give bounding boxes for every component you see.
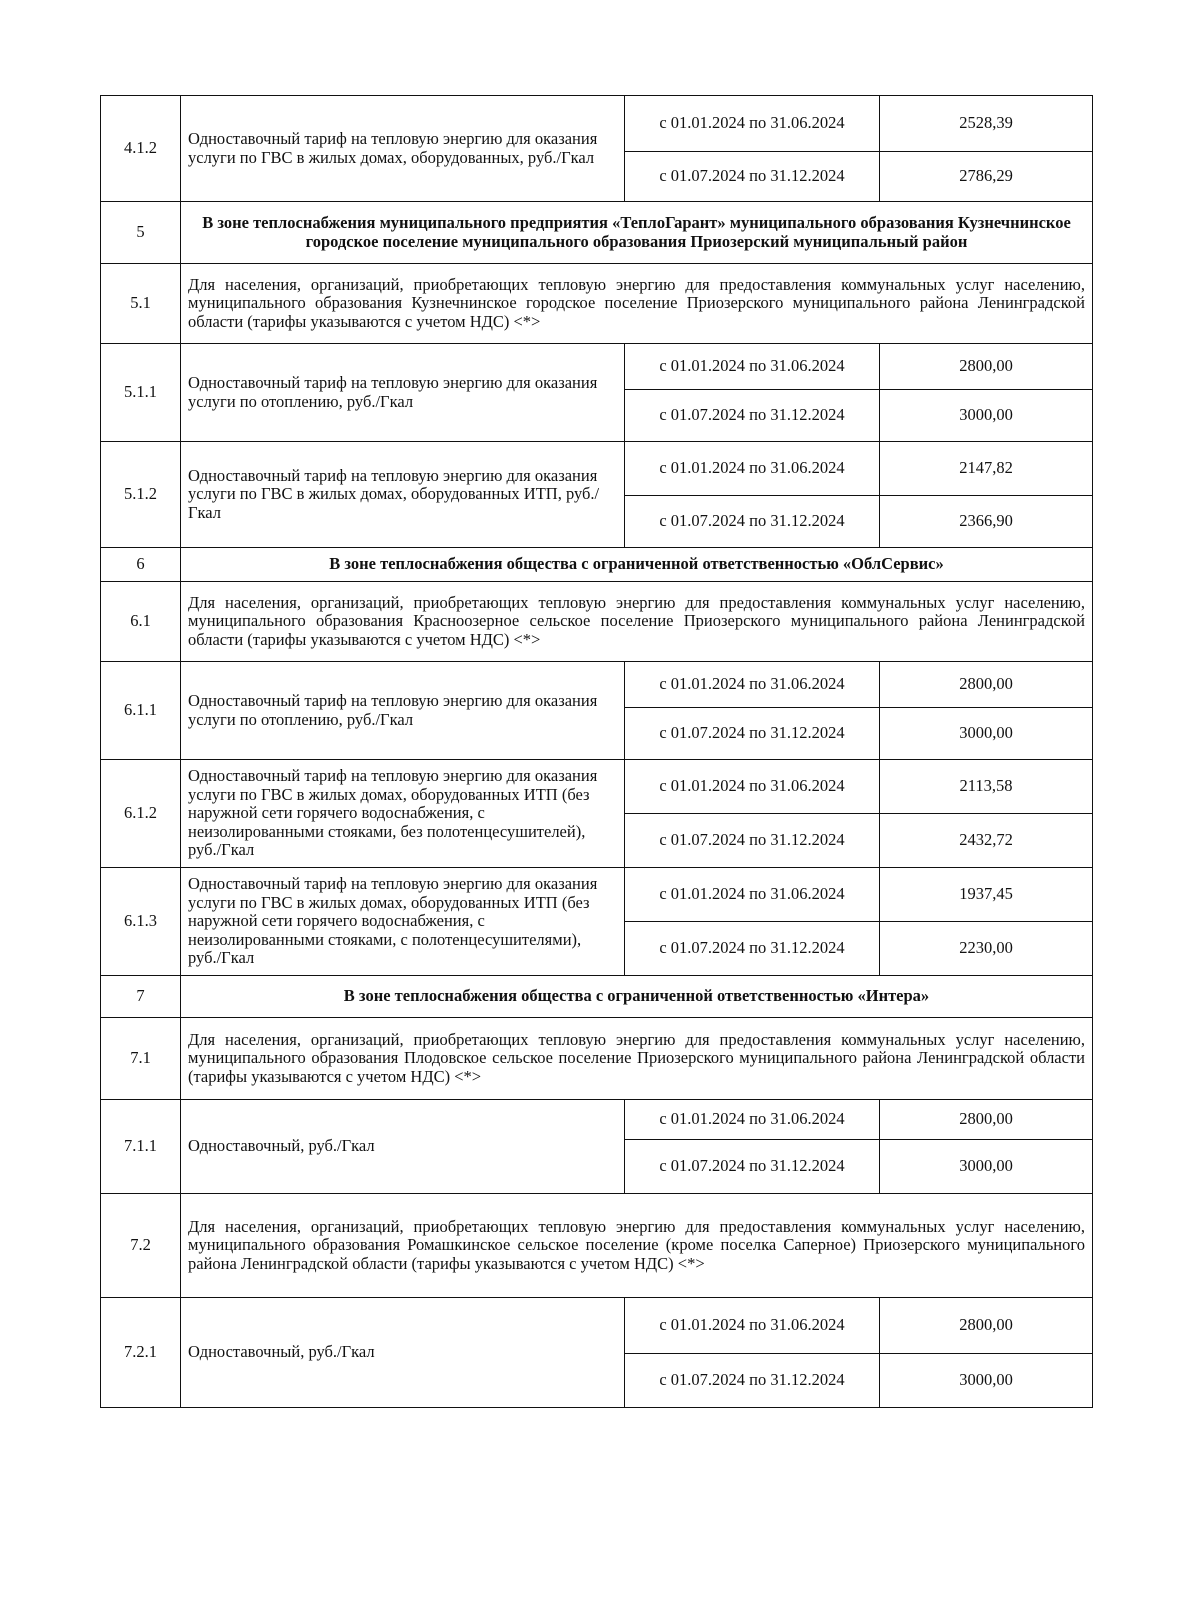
note-row	[101, 582, 1093, 662]
note-row	[101, 264, 1093, 344]
row-number: 7.1.1	[101, 1100, 181, 1194]
period-cell: с 01.07.2024 по 31.12.2024	[625, 1140, 880, 1194]
table-row	[101, 868, 1093, 922]
row-number: 7.1	[101, 1018, 181, 1100]
row-number: 7	[101, 976, 181, 1018]
row-number: 5.1.2	[101, 442, 181, 548]
row-number: 6.1.2	[101, 760, 181, 868]
tariff-value: 2800,00	[880, 662, 1093, 708]
row-description: Одноставочный тариф на тепловую энергию для оказания услуги по ГВС в жилых домах, оборудованных ИТП (без наружной сети горячего водоснабжения, с неизолированными стояками, без полотенцесушителей), руб./Гкал	[181, 760, 625, 868]
table-row	[101, 662, 1093, 708]
table-row	[101, 442, 1093, 496]
period-cell: с 01.07.2024 по 31.12.2024	[625, 1354, 880, 1408]
note-row	[101, 1194, 1093, 1298]
table-row	[101, 760, 1093, 814]
tariff-value: 2800,00	[880, 1100, 1093, 1140]
period-cell: с 01.01.2024 по 31.06.2024	[625, 1298, 880, 1354]
tariff-table-body	[101, 96, 1093, 1408]
tariff-value: 3000,00	[880, 390, 1093, 442]
period-cell: с 01.07.2024 по 31.12.2024	[625, 390, 880, 442]
period-cell: с 01.07.2024 по 31.12.2024	[625, 922, 880, 976]
period-cell: с 01.07.2024 по 31.12.2024	[625, 496, 880, 548]
period-cell: с 01.01.2024 по 31.06.2024	[625, 96, 880, 152]
tariff-table	[100, 95, 1093, 1408]
row-number: 5.1	[101, 264, 181, 344]
period-cell: с 01.07.2024 по 31.12.2024	[625, 152, 880, 202]
section-heading: В зоне теплоснабжения общества с ограниченной ответственностью «Интера»	[181, 976, 1093, 1018]
period-cell: с 01.01.2024 по 31.06.2024	[625, 662, 880, 708]
row-number: 7.2.1	[101, 1298, 181, 1408]
row-number: 6	[101, 548, 181, 582]
row-description: Одноставочный тариф на тепловую энергию для оказания услуги по ГВС в жилых домах, оборудованных, руб./Гкал	[181, 96, 625, 202]
period-cell: с 01.01.2024 по 31.06.2024	[625, 868, 880, 922]
period-cell: с 01.07.2024 по 31.12.2024	[625, 814, 880, 868]
tariff-value: 2432,72	[880, 814, 1093, 868]
tariff-value: 2786,29	[880, 152, 1093, 202]
tariff-value: 2366,90	[880, 496, 1093, 548]
section-row	[101, 202, 1093, 264]
section-row	[101, 548, 1093, 582]
section-row	[101, 976, 1093, 1018]
note-row	[101, 1018, 1093, 1100]
section-heading: В зоне теплоснабжения муниципального предприятия «ТеплоГарант» муниципального образования Кузнечнинское городское поселение муниципального образования Приозерский муниципальный район	[181, 202, 1093, 264]
table-row	[101, 1100, 1093, 1140]
row-description: Одноставочный тариф на тепловую энергию для оказания услуги по ГВС в жилых домах, оборудованных ИТП, руб./Гкал	[181, 442, 625, 548]
period-cell: с 01.01.2024 по 31.06.2024	[625, 344, 880, 390]
row-number: 5	[101, 202, 181, 264]
row-description: Одноставочный тариф на тепловую энергию для оказания услуги по ГВС в жилых домах, оборудованных ИТП (без наружной сети горячего водоснабжения, с неизолированными стояками, с полотенцесушителями), руб./Гкал	[181, 868, 625, 976]
row-description: Одноставочный, руб./Гкал	[181, 1298, 625, 1408]
period-cell: с 01.01.2024 по 31.06.2024	[625, 1100, 880, 1140]
row-number: 6.1	[101, 582, 181, 662]
tariff-value: 3000,00	[880, 708, 1093, 760]
row-description: Одноставочный, руб./Гкал	[181, 1100, 625, 1194]
row-number: 4.1.2	[101, 96, 181, 202]
tariff-value: 2113,58	[880, 760, 1093, 814]
row-description: Одноставочный тариф на тепловую энергию для оказания услуги по отоплению, руб./Гкал	[181, 662, 625, 760]
tariff-value: 1937,45	[880, 868, 1093, 922]
row-number: 6.1.3	[101, 868, 181, 976]
row-note: Для населения, организаций, приобретающих тепловую энергию для предоставления коммунальных услуг населению, муниципального образования Плодовское сельское поселение Приозерского муниципального района Ленинградской области (тарифы указываются с учетом НДС) <*>	[181, 1018, 1093, 1100]
tariff-value: 2800,00	[880, 1298, 1093, 1354]
tariff-value: 2230,00	[880, 922, 1093, 976]
period-cell: с 01.01.2024 по 31.06.2024	[625, 442, 880, 496]
tariff-value: 3000,00	[880, 1354, 1093, 1408]
table-row	[101, 344, 1093, 390]
tariff-value: 2528,39	[880, 96, 1093, 152]
row-number: 5.1.1	[101, 344, 181, 442]
tariff-value: 2147,82	[880, 442, 1093, 496]
table-row	[101, 96, 1093, 152]
row-note: Для населения, организаций, приобретающих тепловую энергию для предоставления коммунальных услуг населению, муниципального образования Красноозерное сельское поселение Приозерского муниципального района Ленинградской области (тарифы указываются с учетом НДС) <*>	[181, 582, 1093, 662]
row-description: Одноставочный тариф на тепловую энергию для оказания услуги по отоплению, руб./Гкал	[181, 344, 625, 442]
row-note: Для населения, организаций, приобретающих тепловую энергию для предоставления коммунальных услуг населению, муниципального образования Кузнечнинское городское поселение Приозерского муниципального района Ленинградской области (тарифы указываются с учетом НДС) <*>	[181, 264, 1093, 344]
row-number: 7.2	[101, 1194, 181, 1298]
table-row	[101, 1298, 1093, 1354]
period-cell: с 01.07.2024 по 31.12.2024	[625, 708, 880, 760]
period-cell: с 01.01.2024 по 31.06.2024	[625, 760, 880, 814]
tariff-value: 3000,00	[880, 1140, 1093, 1194]
row-number: 6.1.1	[101, 662, 181, 760]
section-heading: В зоне теплоснабжения общества с ограниченной ответственностью «ОблСервис»	[181, 548, 1093, 582]
tariff-value: 2800,00	[880, 344, 1093, 390]
row-note: Для населения, организаций, приобретающих тепловую энергию для предоставления коммунальных услуг населению, муниципального образования Ромашкинское сельское поселение (кроме поселка Саперное) Приозерского муниципального района Ленинградской области (тарифы указываются с учетом НДС) <*>	[181, 1194, 1093, 1298]
